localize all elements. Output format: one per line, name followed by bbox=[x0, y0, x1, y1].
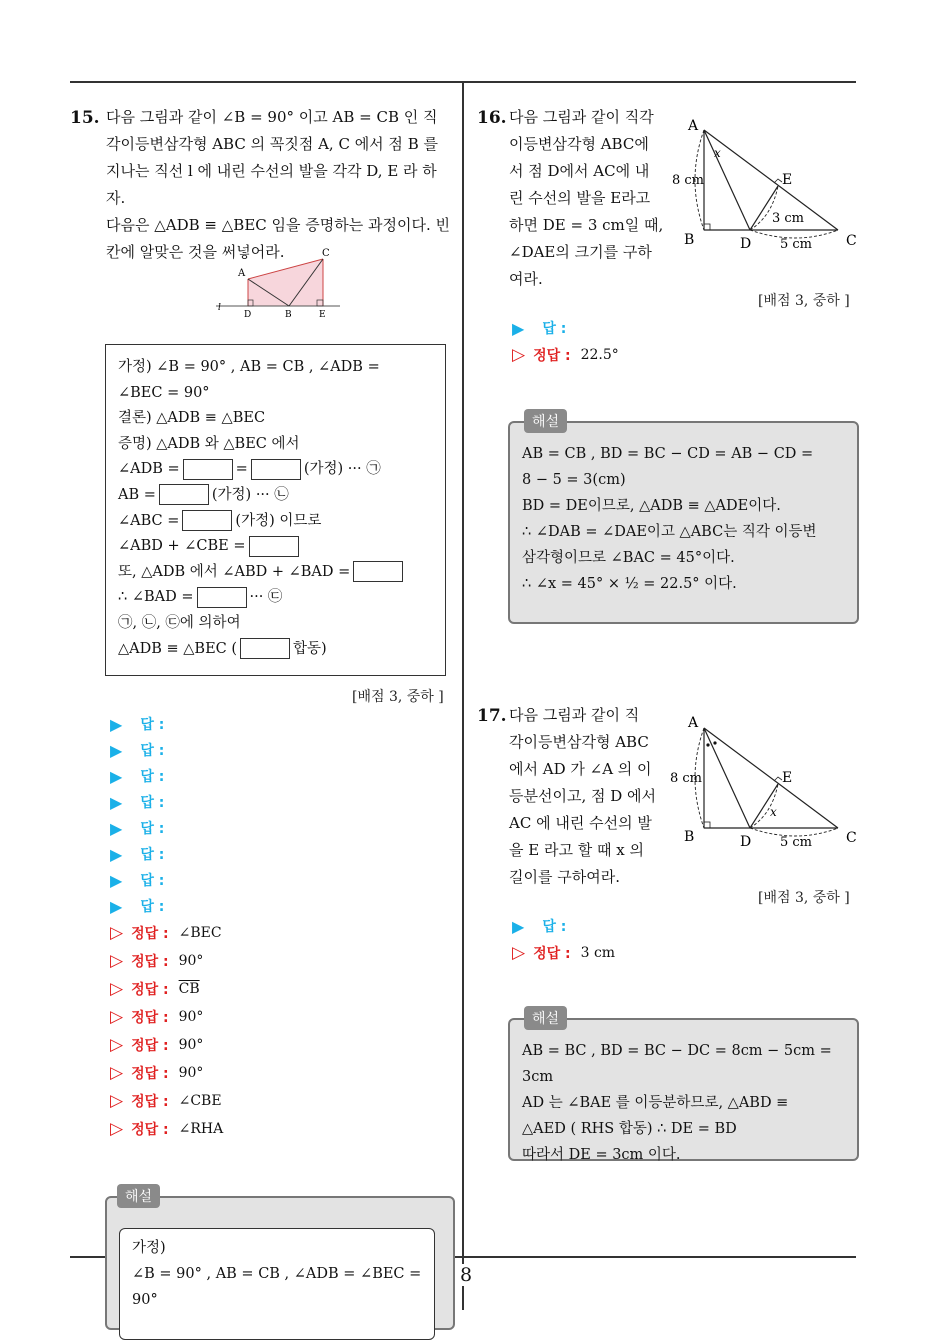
q15-fig-label-A: A bbox=[238, 268, 246, 279]
correct-row: ▷ 정답 : 22.5° bbox=[512, 345, 619, 365]
q16-line: 다음 그림과 같이 직각 bbox=[509, 108, 654, 126]
blank-input[interactable] bbox=[251, 459, 301, 480]
solution-line: 8 − 5 = 3(cm) bbox=[522, 472, 626, 488]
outline-triangle-icon: ▷ bbox=[110, 923, 124, 943]
proof-line: ∠ABC = (가정) 이므로 bbox=[118, 509, 438, 535]
q17-fig-label-ab: 8 cm bbox=[670, 771, 703, 786]
q15-line: 다음 그림과 같이 ∠B = 90° 이고 AB = CB 인 직 bbox=[106, 108, 438, 126]
column-divider bbox=[462, 83, 464, 1310]
q16-answers bbox=[512, 318, 852, 374]
blank-input[interactable] bbox=[240, 638, 290, 659]
solution-line: AB = BC , BD = BC − DC = 8cm − 5cm = 3cm bbox=[522, 1043, 832, 1085]
proof-line: 증명) △ADB 와 △BEC 에서 bbox=[118, 435, 300, 452]
q16-fig-label-B: B bbox=[684, 232, 695, 248]
correct-row: ▷ 정답 : 90° bbox=[110, 1007, 204, 1027]
proof-line: 또, △ADB 에서 ∠ABD + ∠BAD = bbox=[118, 560, 438, 586]
proof-line: AB = (가정) ··· ㉡ bbox=[118, 483, 438, 509]
q17-score: [배점 3, 중하 ] bbox=[758, 890, 850, 906]
q17-fig-label-E: E bbox=[782, 770, 793, 786]
blank-input[interactable] bbox=[353, 561, 403, 582]
q15-line: 지나는 직선 l 에 내린 수선의 발을 각각 D, E 라 하자. bbox=[106, 162, 437, 207]
q17-line: 에서 AD 가 ∠A 의 이 bbox=[509, 760, 652, 778]
play-icon: ▶ bbox=[110, 740, 123, 760]
q15-line: 각이등변삼각형 ABC 의 꼭짓점 A, C 에서 점 B 를 bbox=[106, 135, 438, 153]
proof-line: 결론) △ADB ≡ △BEC bbox=[118, 410, 266, 427]
q15-answers bbox=[110, 714, 450, 1144]
proof-line: ∴ ∠BAD = ··· ㉢ bbox=[118, 585, 438, 611]
q16-fig-label-ab: 8 cm bbox=[672, 173, 705, 188]
q17-fig-label-x: x bbox=[770, 805, 777, 819]
q17-solution-tab: 해설 bbox=[524, 1006, 567, 1030]
answer-row[interactable]: ▶ 답 : bbox=[110, 870, 165, 890]
q15-solution-text bbox=[132, 1235, 428, 1313]
q15-proof-text bbox=[118, 355, 438, 662]
solution-line: AB = CB , BD = BC − CD = AB − CD = bbox=[522, 446, 814, 462]
q16-solution-text bbox=[522, 441, 848, 597]
solution-line: 90° bbox=[132, 1292, 158, 1308]
solution-line: 가정) bbox=[132, 1240, 166, 1256]
blank-input[interactable] bbox=[249, 536, 299, 557]
q17-fig-label-dc: 5 cm bbox=[780, 835, 813, 850]
q16-fig-label-E: E bbox=[782, 172, 793, 188]
correct-row: ▷ 정답 : ∠BEC bbox=[110, 923, 222, 943]
proof-line: ∠ABD + ∠CBE = bbox=[118, 534, 438, 560]
answer-row[interactable]: ▶ 답 : bbox=[110, 818, 165, 838]
play-icon: ▶ bbox=[110, 818, 123, 838]
outline-triangle-icon: ▷ bbox=[512, 345, 526, 365]
outline-triangle-icon: ▷ bbox=[110, 1035, 124, 1055]
proof-line: ∠ADB = = (가정) ··· ㉠ bbox=[118, 457, 438, 483]
q15-fig-label-B: B bbox=[285, 310, 292, 320]
solution-line: △AED ( RHS 합동) ∴ DE = BD bbox=[522, 1121, 737, 1137]
q16-line: 이등변삼각형 ABC에 bbox=[509, 135, 649, 153]
answer-row[interactable]: ▶ 답 : bbox=[512, 916, 567, 936]
q17-fig-label-C: C bbox=[846, 830, 857, 846]
blank-input[interactable] bbox=[182, 510, 232, 531]
play-icon: ▶ bbox=[110, 766, 123, 786]
q17-fig-label-D: D bbox=[740, 834, 752, 850]
proof-line: 가정) ∠B = 90° , AB = CB , ∠ADB = bbox=[118, 359, 380, 375]
outline-triangle-icon: ▷ bbox=[110, 1091, 124, 1111]
q17-solution-text bbox=[522, 1038, 848, 1168]
play-icon: ▶ bbox=[110, 844, 123, 864]
q17-answers bbox=[512, 916, 852, 972]
page-number: 8 bbox=[456, 1264, 476, 1286]
proof-line: ∠BEC = 90° bbox=[118, 384, 210, 401]
q16-solution-tab: 해설 bbox=[524, 409, 567, 433]
q15-proof-box bbox=[105, 344, 446, 676]
answer-row[interactable]: ▶ 답 : bbox=[110, 792, 165, 812]
outline-triangle-icon: ▷ bbox=[110, 1007, 124, 1027]
solution-line: ∴ ∠DAB = ∠DAE이고 △ABC는 직각 이등변 bbox=[522, 524, 817, 540]
solution-line: 삼각형이므로 ∠BAC = 45°이다. bbox=[522, 550, 735, 566]
play-icon: ▶ bbox=[110, 792, 123, 812]
solution-line: AD 는 ∠BAE 를 이등분하므로, △ABD ≡ bbox=[522, 1095, 789, 1111]
q17-fig-label-A: A bbox=[688, 715, 699, 731]
answer-row[interactable]: ▶ 답 : bbox=[110, 740, 165, 760]
q17-figure bbox=[668, 710, 864, 852]
correct-row: ▷ 정답 : 90° bbox=[110, 1035, 204, 1055]
correct-row: ▷ 정답 : 3 cm bbox=[512, 943, 616, 963]
q16-number: 16. bbox=[477, 108, 507, 128]
outline-triangle-icon: ▷ bbox=[110, 951, 124, 971]
q17-line: 다음 그림과 같이 직 bbox=[509, 706, 640, 724]
outline-triangle-icon: ▷ bbox=[110, 1119, 124, 1139]
blank-input[interactable] bbox=[159, 484, 209, 505]
q16-solution-box bbox=[508, 421, 859, 624]
q17-solution-box bbox=[508, 1018, 859, 1161]
q16-line: 린 수선의 발을 E라고 bbox=[509, 189, 651, 207]
q15-number: 15. bbox=[70, 108, 100, 128]
q16-line: 서 점 D에서 AC에 내 bbox=[509, 162, 650, 180]
q16-fig-label-C: C bbox=[846, 233, 857, 249]
answer-row[interactable]: ▶ 답 : bbox=[512, 318, 567, 338]
q16-fig-label-A: A bbox=[688, 118, 699, 134]
correct-row: ▷ 정답 : 90° bbox=[110, 951, 204, 971]
solution-line: BD = DE이므로, △ADB ≡ △ADE이다. bbox=[522, 498, 781, 514]
proof-line: △ADB ≡ △BEC ( 합동) bbox=[118, 637, 438, 663]
blank-input[interactable] bbox=[183, 459, 233, 480]
q16-line: 여라. bbox=[509, 270, 543, 288]
correct-row: ▷ 정답 : ∠RHA bbox=[110, 1119, 224, 1139]
solution-line: ∴ ∠x = 45° × ½ = 22.5° 이다. bbox=[522, 576, 737, 592]
blank-input[interactable] bbox=[197, 587, 247, 608]
q16-fig-label-x: x bbox=[714, 146, 721, 160]
q15-solution-inner bbox=[119, 1228, 435, 1340]
q15-figure bbox=[212, 244, 342, 320]
q16-figure bbox=[668, 112, 864, 254]
correct-row: ▷ 정답 : 90° bbox=[110, 1063, 204, 1083]
q17-line: 을 E 라고 할 때 x 의 bbox=[509, 841, 644, 859]
play-icon: ▶ bbox=[512, 318, 525, 338]
q16-fig-label-dc: 5 cm bbox=[780, 237, 813, 252]
outline-triangle-icon: ▷ bbox=[110, 1063, 124, 1083]
q16-fig-label-D: D bbox=[740, 236, 752, 252]
play-icon: ▶ bbox=[512, 916, 525, 936]
q15-line: 다음은 △ADB ≡ △BEC 임을 증명하는 과정이다. 빈 bbox=[106, 216, 450, 234]
q16-line: ∠DAE의 크기를 구하 bbox=[509, 243, 652, 261]
q15-score: [배점 3, 중하 ] bbox=[352, 689, 444, 705]
q17-line: 길이를 구하여라. bbox=[509, 868, 620, 886]
q15-fig-label-D: D bbox=[244, 310, 252, 320]
answer-row[interactable]: ▶ 답 : bbox=[110, 714, 165, 734]
q15-solution-tab: 해설 bbox=[117, 1184, 160, 1208]
q15-fig-label-l: l bbox=[218, 303, 221, 313]
answer-row[interactable]: ▶ 답 : bbox=[110, 896, 165, 916]
q17-fig-label-B: B bbox=[684, 829, 695, 845]
answer-row[interactable]: ▶ 답 : bbox=[110, 766, 165, 786]
q17-text bbox=[509, 702, 669, 891]
play-icon: ▶ bbox=[110, 714, 123, 734]
q15-text bbox=[106, 104, 456, 266]
q16-line: 하면 DE = 3 cm일 때, bbox=[509, 216, 664, 234]
q16-score: [배점 3, 중하 ] bbox=[758, 293, 850, 309]
q16-text bbox=[509, 104, 669, 293]
q15-line: 칸에 알맞은 것을 써넣어라. bbox=[106, 243, 285, 261]
q15-fig-label-C: C bbox=[322, 248, 330, 259]
outline-triangle-icon: ▷ bbox=[110, 979, 124, 999]
correct-row: ▷ 정답 : ∠CBE bbox=[110, 1091, 222, 1111]
play-icon: ▶ bbox=[110, 870, 123, 890]
play-icon: ▶ bbox=[110, 896, 123, 916]
q16-fig-label-de: 3 cm bbox=[772, 211, 805, 226]
correct-row: ▷ 정답 : $\overline{CB}$ bbox=[110, 979, 200, 999]
q15-fig-label-E: E bbox=[319, 310, 326, 320]
outline-triangle-icon: ▷ bbox=[512, 943, 526, 963]
answer-row[interactable]: ▶ 답 : bbox=[110, 844, 165, 864]
proof-line: ㉠, ㉡, ㉢에 의하여 bbox=[118, 614, 241, 631]
q17-line: AC 에 내린 수선의 발 bbox=[509, 814, 652, 832]
q17-line: 등분선이고, 점 D 에서 bbox=[509, 787, 657, 805]
q17-number: 17. bbox=[477, 706, 507, 726]
solution-line: ∠B = 90° , AB = CB , ∠ADB = ∠BEC = bbox=[132, 1266, 422, 1282]
q17-line: 각이등변삼각형 ABC bbox=[509, 733, 649, 751]
solution-line: 따라서 DE = 3cm 이다. bbox=[522, 1147, 681, 1163]
